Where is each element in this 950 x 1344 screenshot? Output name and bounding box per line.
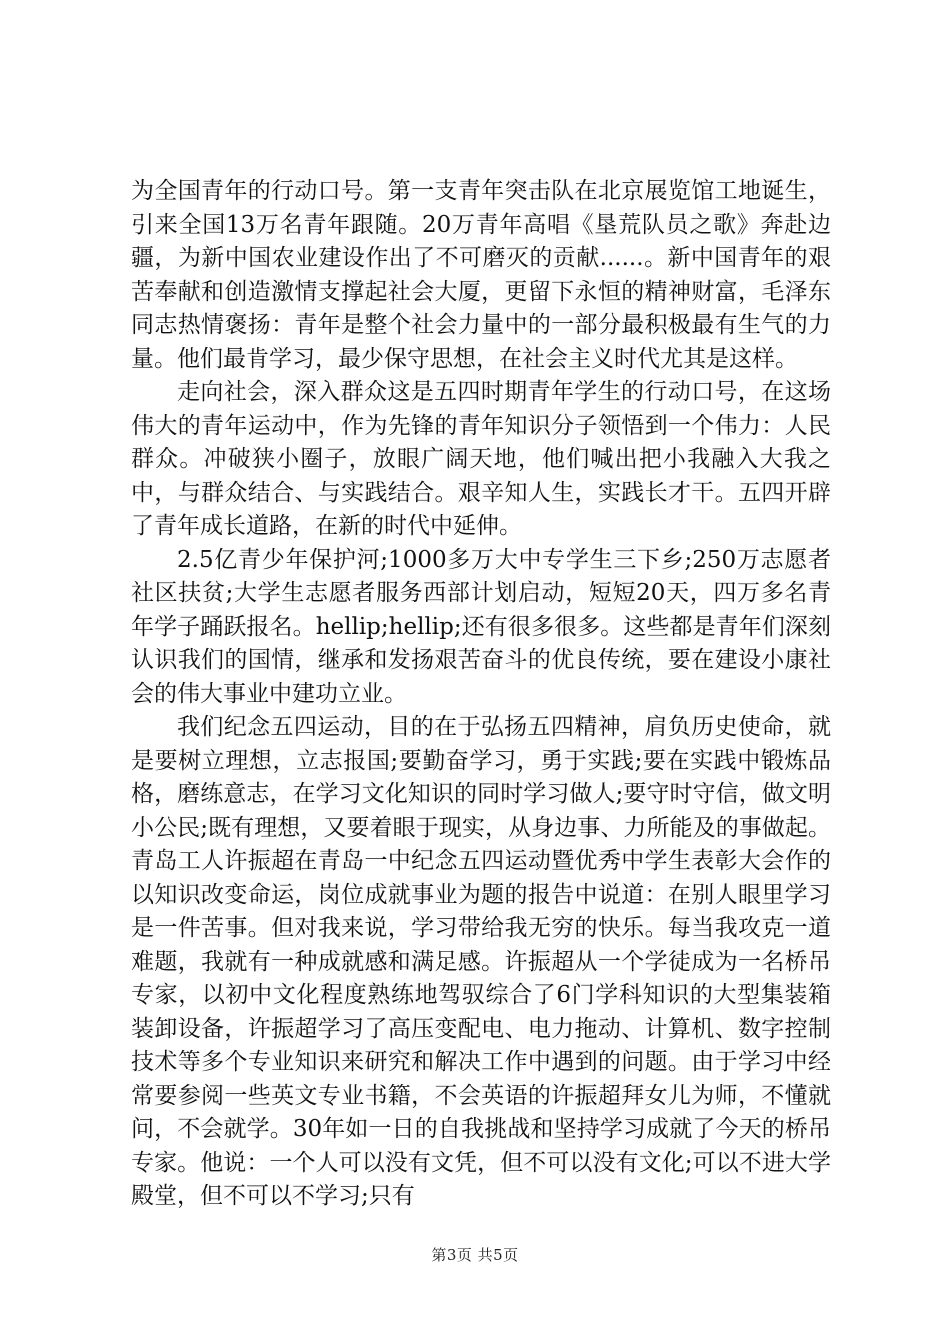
paragraph-3: 2.5亿青少年保护河;1000多万大中专学生三下乡;250万志愿者社区扶贫;大学生志愿者服务西部计划启动，短短20天，四万多名青年学子踊跃报名。hellip;hellip;还有很多很多。这些都是青年们深刻认识我们的国情，继承和发扬艰苦奋斗的优良传统，要在建设小康社会的伟大事业中建功立业。 <box>131 546 831 707</box>
paragraph-4: 我们纪念五四运动，目的在于弘扬五四精神，肩负历史使命，就是要树立理想，立志报国;要勤奋学习，勇于实践;要在实践中锻炼品格，磨练意志，在学习文化知识的同时学习做人;要守时守信，做文明小公民;既有理想，又要着眼于现实，从身边事、力所能及的事做起。青岛工人许振超在青岛一中纪念五四运动暨优秀中学生表彰大会作的以知识改变命运，岗位成就事业为题的报告中说道：在别人眼里学习是一件苦事。但对我来说，学习带给我无穷的快乐。每当我攻克一道难题，我就有一种成就感和满足感。许振超从一个学徒成为一名桥吊专家，以初中文化程度熟练地驾驭综合了6门学科知识的大型集装箱装卸设备，许振超学习了高压变配电、电力拖动、计算机、数字控制技术等多个专业知识来研究和解决工作中遇到的问题。由于学习中经常要参阅一些英文专业书籍，不会英语的许振超拜女儿为师，不懂就问，不会就学。30年如一日的自我挑战和坚持学习成就了今天的桥吊专家。他说：一个人可以没有文凭，但不可以没有文化;可以不进大学殿堂，但不可以不学习;只有 <box>131 714 831 1209</box>
paragraph-2: 走向社会，深入群众这是五四时期青年学生的行动口号，在这场伟大的青年运动中，作为先锋的青年知识分子领悟到一个伟力：人民群众。冲破狭小圈子，放眼广阔天地，他们喊出把小我融入大我之中，与群众结合、与实践结合。艰辛知人生，实践长才干。五四开辟了青年成长道路，在新的时代中延伸。 <box>131 379 831 539</box>
page-number-footer: 第3页 共5页 <box>431 1246 519 1264</box>
paragraph-1: 为全国青年的行动口号。第一支青年突击队在北京展览馆工地诞生，引来全国13万名青年跟随。20万青年高唱《垦荒队员之歌》奔赴边疆，为新中国农业建设作出了不可磨灭的贡献......。新中国青年的艰苦奉献和创造激情支撑起社会大厦，更留下永恒的精神财富，毛泽东同志热情褒扬：青年是整个社会力量中的一部分最积极最有生气的力量。他们最肯学习，最少保守思想，在社会主义时代尤其是这样。 <box>131 178 831 372</box>
document-body <box>131 175 831 1214</box>
